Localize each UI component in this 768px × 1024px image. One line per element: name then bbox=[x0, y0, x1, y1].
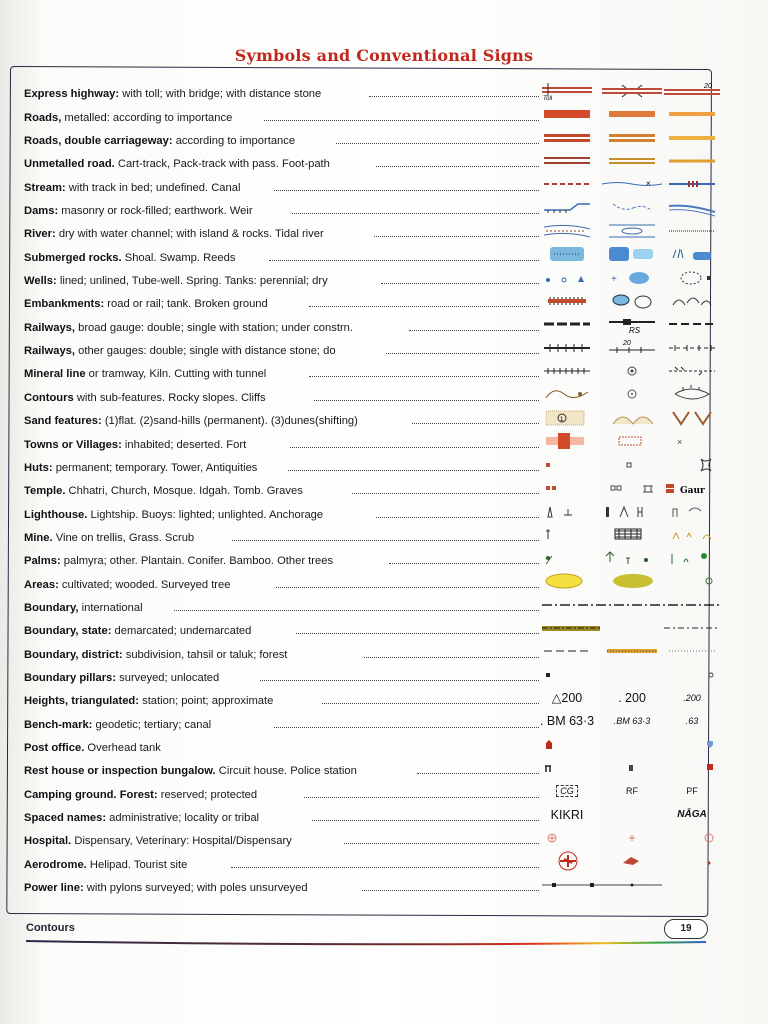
embankment-road-symbol bbox=[542, 291, 592, 311]
leader-dots bbox=[260, 679, 539, 681]
legend-row bbox=[24, 337, 714, 360]
row-description: administrative; locality or tribal bbox=[106, 812, 260, 824]
antiquities-symbol bbox=[664, 455, 720, 475]
row-term: Boundary, state: bbox=[24, 625, 112, 638]
other-gauge-construction-symbol bbox=[664, 338, 720, 358]
cliffs-symbol bbox=[664, 384, 720, 404]
police-station-symbol bbox=[664, 758, 720, 778]
leader-dots bbox=[288, 469, 539, 471]
leader-dots bbox=[274, 726, 539, 728]
leader-dots bbox=[309, 305, 539, 307]
wells-symbol bbox=[542, 268, 592, 288]
row-description: Lightship. Buoys: lighted; unlighted. Anchorage bbox=[87, 508, 324, 521]
row-term: Sand features: bbox=[24, 415, 102, 428]
metalled-road-symbol bbox=[542, 104, 592, 124]
metalled-road-symbol bbox=[664, 104, 720, 124]
distance-label: 20 bbox=[623, 339, 631, 347]
sand-hills-symbol bbox=[602, 408, 662, 428]
page-title: Symbols and Conventional Signs bbox=[234, 46, 534, 65]
leader-dots bbox=[352, 492, 539, 494]
express-highway-distance-symbol bbox=[664, 81, 720, 101]
legend-row bbox=[24, 594, 714, 617]
row-term: Boundary, bbox=[24, 601, 79, 614]
weir-symbol bbox=[664, 198, 720, 218]
legend-row bbox=[24, 874, 714, 897]
page-number: 19 bbox=[664, 919, 708, 939]
row-description: masonry or rock-filled; earthwork. Weir bbox=[58, 205, 253, 218]
toll-label: Toll bbox=[543, 96, 553, 101]
leader-dots bbox=[232, 539, 539, 541]
pillar-unlocated-symbol bbox=[664, 665, 720, 685]
dry-tank-symbol bbox=[664, 268, 720, 288]
river-island-symbol bbox=[602, 221, 662, 241]
unmetalled-road-symbol bbox=[542, 151, 592, 171]
circuit-house-symbol bbox=[602, 758, 662, 778]
legend-table bbox=[24, 80, 714, 897]
row-term: Railways, bbox=[24, 321, 75, 334]
station-label: RS bbox=[629, 326, 641, 335]
hospital-symbol bbox=[542, 828, 592, 848]
town-deserted-symbol bbox=[602, 431, 662, 451]
subdivision-boundary-symbol bbox=[602, 641, 662, 661]
row-term: Mineral line bbox=[24, 368, 86, 381]
leader-dots bbox=[381, 282, 539, 284]
leader-dots bbox=[274, 189, 539, 191]
grass-scrub-symbol bbox=[664, 525, 720, 545]
leader-dots bbox=[264, 119, 539, 121]
rocky-slope-symbol bbox=[602, 384, 662, 404]
legend-row bbox=[24, 360, 714, 383]
legend-row bbox=[24, 150, 714, 173]
legend-row bbox=[24, 197, 714, 220]
row-term: Roads, bbox=[24, 111, 62, 124]
legend-row bbox=[24, 804, 714, 827]
leader-dots bbox=[386, 352, 539, 354]
camping-ground-label: CG bbox=[542, 781, 592, 801]
row-term: Stream: bbox=[24, 181, 66, 194]
spring-tank-symbol bbox=[602, 268, 662, 288]
legend-row bbox=[24, 313, 714, 336]
row-description: Helipad. Tourist site bbox=[86, 858, 188, 871]
graves-label: Gaur bbox=[680, 485, 705, 496]
row-description: Circuit house. Police station bbox=[215, 765, 357, 778]
row-term: Power line: bbox=[24, 882, 84, 895]
legend-row bbox=[24, 547, 714, 570]
leader-dots bbox=[231, 866, 539, 868]
leader-dots bbox=[376, 165, 539, 167]
row-term: Bench-mark: bbox=[24, 718, 93, 731]
row-term: Embankments: bbox=[24, 298, 105, 311]
legend-row bbox=[24, 850, 714, 873]
benchmark-geodetic-value: . BM 63·3 bbox=[539, 714, 595, 729]
leader-dots bbox=[417, 772, 539, 774]
legend-row bbox=[24, 687, 714, 710]
anchorage-symbol bbox=[664, 501, 720, 521]
row-term: Areas: bbox=[24, 578, 59, 591]
pillar-surveyed-symbol bbox=[542, 665, 592, 685]
legend-row bbox=[24, 127, 714, 150]
benchmark-canal-value: .63 bbox=[685, 716, 699, 727]
leader-dots bbox=[389, 562, 539, 564]
express-highway-toll-symbol bbox=[542, 81, 592, 101]
row-description: other gauges: double; single with distance stone; do bbox=[75, 345, 336, 358]
row-term: Mine. bbox=[24, 531, 53, 544]
hut-permanent-symbol bbox=[542, 455, 592, 475]
row-description: Shoal. Swamp. Reeds bbox=[121, 251, 236, 264]
legend-row bbox=[24, 664, 714, 687]
kiln-symbol bbox=[602, 361, 662, 381]
row-description: with toll; with bridge; with distance stone bbox=[119, 88, 322, 101]
state-boundary-undemarcated-symbol bbox=[664, 618, 720, 638]
legend-row bbox=[24, 780, 714, 803]
svg-text:×: × bbox=[646, 179, 651, 189]
svg-text:×: × bbox=[677, 437, 683, 448]
rainbow-divider bbox=[26, 938, 706, 946]
row-description: according to importance bbox=[172, 135, 296, 148]
row-term: Boundary pillars: bbox=[24, 671, 117, 684]
row-description: demarcated; undemarcated bbox=[111, 625, 252, 638]
other-gauge-distance-symbol bbox=[602, 338, 662, 358]
rest-house-symbol bbox=[542, 758, 592, 778]
row-description: Vine on trellis, Grass. Scrub bbox=[52, 531, 195, 544]
contour-symbol bbox=[542, 384, 592, 404]
forest-boundary-symbol bbox=[664, 641, 720, 661]
state-boundary-demarcated-symbol bbox=[542, 618, 600, 638]
row-description: Chhatri, Church, Mosque. Idgah. Tomb. Graves bbox=[65, 485, 303, 498]
row-term: Unmetalled road. bbox=[24, 158, 115, 171]
row-term: Roads, double carriageway: bbox=[24, 135, 173, 148]
height-approximate-value: .200 bbox=[683, 692, 701, 703]
row-description: with pylons surveyed; with poles unsurveyed bbox=[83, 882, 308, 895]
dispensary-symbol bbox=[602, 828, 662, 848]
row-term: Hospital. bbox=[24, 835, 72, 848]
row-term: Aerodrome. bbox=[24, 858, 87, 871]
legend-row bbox=[24, 383, 714, 406]
sand-dunes-symbol bbox=[664, 408, 720, 428]
administrative-name-sample: KIKRI bbox=[550, 807, 584, 822]
cart-track-symbol bbox=[602, 151, 662, 171]
row-term: Railways, bbox=[24, 345, 75, 358]
surveyed-tree-symbol bbox=[664, 571, 720, 591]
leader-dots bbox=[364, 656, 539, 658]
legend-row bbox=[24, 617, 714, 640]
row-description: Dispensary, Veterinary: Hospital/Dispensary bbox=[71, 835, 292, 848]
row-description: with sub-features. Rocky slopes. Cliffs bbox=[73, 391, 266, 404]
lighthouse-symbol bbox=[542, 501, 592, 521]
tomb-graves-symbol bbox=[664, 478, 720, 498]
railway-under-construction-symbol bbox=[664, 314, 720, 334]
wooded-area-symbol bbox=[602, 571, 662, 591]
row-description: cultivated; wooded. Surveyed tree bbox=[58, 578, 231, 591]
section-label: Contours bbox=[26, 922, 75, 934]
leader-dots bbox=[292, 212, 539, 214]
fort-symbol bbox=[664, 431, 720, 451]
legend-row bbox=[24, 173, 714, 196]
post-office-symbol bbox=[542, 735, 592, 755]
legend-row bbox=[24, 80, 714, 103]
palm-plantain-symbol bbox=[602, 548, 662, 568]
row-description: station; point; approximate bbox=[139, 695, 274, 708]
row-description: metalled: according to importance bbox=[61, 111, 233, 124]
legend-row bbox=[24, 477, 714, 500]
leader-dots bbox=[374, 235, 539, 237]
veterinary-symbol bbox=[664, 828, 720, 848]
double-carriageway-symbol bbox=[602, 128, 662, 148]
overhead-tank-symbol bbox=[664, 735, 720, 755]
leader-dots bbox=[362, 889, 539, 891]
row-description: surveyed; unlocated bbox=[116, 671, 220, 684]
benchmark-tertiary-value: .BM 63·3 bbox=[613, 716, 651, 727]
earthwork-dam-symbol bbox=[602, 198, 662, 218]
broad-gauge-station-symbol bbox=[602, 314, 662, 334]
svg-text:1: 1 bbox=[560, 416, 564, 423]
leader-dots bbox=[309, 375, 539, 377]
tourist-site-symbol bbox=[664, 851, 720, 871]
buoys-symbol bbox=[602, 501, 662, 521]
tribal-name-sample: NĀGA bbox=[677, 809, 707, 821]
height-station-value: △200 bbox=[551, 691, 583, 706]
row-term: River: bbox=[24, 228, 56, 241]
leader-dots bbox=[174, 609, 539, 611]
row-term: Submerged rocks. bbox=[24, 251, 122, 264]
legend-row bbox=[24, 757, 714, 780]
legend-row bbox=[24, 267, 714, 290]
tidal-river-symbol bbox=[664, 221, 720, 241]
double-carriageway-symbol bbox=[542, 128, 592, 148]
conifer-bamboo-symbol bbox=[664, 548, 720, 568]
mineral-line-symbol bbox=[542, 361, 592, 381]
leader-dots bbox=[369, 95, 539, 97]
legend-row bbox=[24, 290, 714, 313]
double-carriageway-symbol bbox=[664, 128, 720, 148]
row-description: Overhead tank bbox=[84, 741, 161, 754]
leader-dots bbox=[336, 142, 539, 144]
broad-gauge-double-symbol bbox=[542, 314, 592, 334]
svg-text:+: + bbox=[611, 273, 617, 285]
reserved-forest-label: RF bbox=[626, 786, 638, 797]
legend-row bbox=[24, 827, 714, 850]
leader-dots bbox=[296, 632, 539, 634]
row-term: Huts: bbox=[24, 461, 53, 474]
row-term: Camping ground. Forest: bbox=[24, 788, 158, 801]
leader-dots bbox=[314, 399, 539, 401]
row-term: Post office. bbox=[24, 741, 85, 754]
helipad-symbol bbox=[602, 851, 662, 871]
height-point-value: . 200 bbox=[618, 690, 646, 705]
cultivated-area-symbol bbox=[542, 571, 592, 591]
row-description: inhabited; deserted. Fort bbox=[121, 438, 247, 451]
row-description: palmyra; other. Plantain. Conifer. Bamboo. Other trees bbox=[60, 555, 334, 568]
row-description: international bbox=[78, 601, 143, 614]
row-description: (1)flat. (2)sand-hills (permanent). (3)dunes(shifting) bbox=[101, 415, 358, 428]
leader-dots bbox=[344, 842, 539, 844]
row-description: broad gauge: double; single with station; under constrn. bbox=[75, 321, 354, 334]
row-description: permanent; temporary. Tower, Antiquities bbox=[52, 461, 258, 474]
town-inhabited-symbol bbox=[542, 431, 592, 451]
district-boundary-symbol bbox=[542, 641, 592, 661]
protected-forest-label: PF bbox=[686, 786, 698, 797]
row-description: dry with water channel; with island & rocks. Tidal river bbox=[55, 228, 324, 241]
swamp-reeds-symbol bbox=[664, 244, 720, 264]
sand-flat-symbol bbox=[542, 408, 592, 428]
legend-row bbox=[24, 734, 714, 757]
leader-dots bbox=[304, 796, 539, 798]
legend-row bbox=[24, 454, 714, 477]
row-term: Wells: bbox=[24, 275, 57, 288]
legend-row bbox=[24, 710, 714, 733]
cutting-tunnel-symbol bbox=[664, 361, 720, 381]
international-boundary-symbol bbox=[542, 595, 722, 615]
row-term: Heights, triangulated: bbox=[24, 695, 139, 708]
row-description: lined; unlined, Tube-well. Spring. Tanks: perennial; dry bbox=[56, 275, 328, 288]
leader-dots bbox=[409, 329, 539, 331]
leader-dots bbox=[312, 819, 539, 821]
palmyra-symbol bbox=[542, 548, 592, 568]
row-description: reserved; protected bbox=[157, 788, 258, 801]
canal-symbol bbox=[664, 174, 720, 194]
legend-row bbox=[24, 407, 714, 430]
embankment-tank-symbol bbox=[602, 291, 662, 311]
leader-dots bbox=[322, 702, 539, 704]
express-highway-bridge-symbol bbox=[602, 81, 662, 101]
leader-dots bbox=[276, 586, 539, 588]
masonry-dam-symbol bbox=[542, 198, 592, 218]
metalled-road-symbol bbox=[602, 104, 662, 124]
row-term: Palms: bbox=[24, 555, 61, 568]
temple-symbol bbox=[542, 478, 592, 498]
legend-row bbox=[24, 103, 714, 126]
row-term: Dams: bbox=[24, 205, 59, 218]
row-term: Temple. bbox=[24, 485, 66, 498]
row-description: geodetic; tertiary; canal bbox=[92, 718, 212, 731]
row-description: subdivision, tahsil or taluk; forest bbox=[122, 648, 288, 661]
other-gauge-double-symbol bbox=[542, 338, 592, 358]
power-line-symbol bbox=[542, 875, 662, 895]
legend-row bbox=[24, 220, 714, 243]
foot-path-symbol bbox=[664, 151, 720, 171]
stream-undefined-symbol bbox=[602, 174, 662, 194]
dry-river-symbol bbox=[542, 221, 592, 241]
leader-dots bbox=[412, 422, 539, 424]
stream-track-symbol bbox=[542, 174, 592, 194]
row-term: Contours bbox=[24, 391, 74, 404]
legend-row bbox=[24, 570, 714, 593]
row-term: Boundary, district: bbox=[24, 648, 123, 661]
row-term: Spaced names: bbox=[24, 812, 107, 824]
legend-row bbox=[24, 500, 714, 523]
vine-trellis-symbol bbox=[602, 525, 662, 545]
row-description: Cart-track, Pack-track with pass. Foot-path bbox=[114, 158, 330, 171]
leader-dots bbox=[269, 259, 539, 261]
row-term: Rest house or inspection bungalow. bbox=[24, 765, 216, 778]
row-description: with track in bed; undefined. Canal bbox=[65, 181, 241, 194]
mine-symbol bbox=[542, 525, 592, 545]
broken-ground-symbol bbox=[664, 291, 720, 311]
leader-dots bbox=[290, 446, 539, 448]
legend-row bbox=[24, 430, 714, 453]
row-term: Towns or Villages: bbox=[24, 438, 122, 451]
shoal-symbol bbox=[602, 244, 662, 264]
legend-row bbox=[24, 524, 714, 547]
distance-label: 20 bbox=[704, 83, 712, 90]
row-term: Lighthouse. bbox=[24, 508, 88, 521]
submerged-rocks-symbol bbox=[542, 244, 592, 264]
row-description: or tramway, Kiln. Cutting with tunnel bbox=[85, 368, 267, 381]
legend-row bbox=[24, 243, 714, 266]
leader-dots bbox=[376, 516, 539, 518]
legend-row bbox=[24, 640, 714, 663]
hut-temporary-symbol bbox=[602, 455, 662, 475]
row-description: road or rail; tank. Broken ground bbox=[104, 298, 268, 311]
chhatri-church-symbol bbox=[602, 478, 662, 498]
row-term: Express highway: bbox=[24, 88, 120, 101]
aerodrome-symbol bbox=[542, 851, 592, 871]
